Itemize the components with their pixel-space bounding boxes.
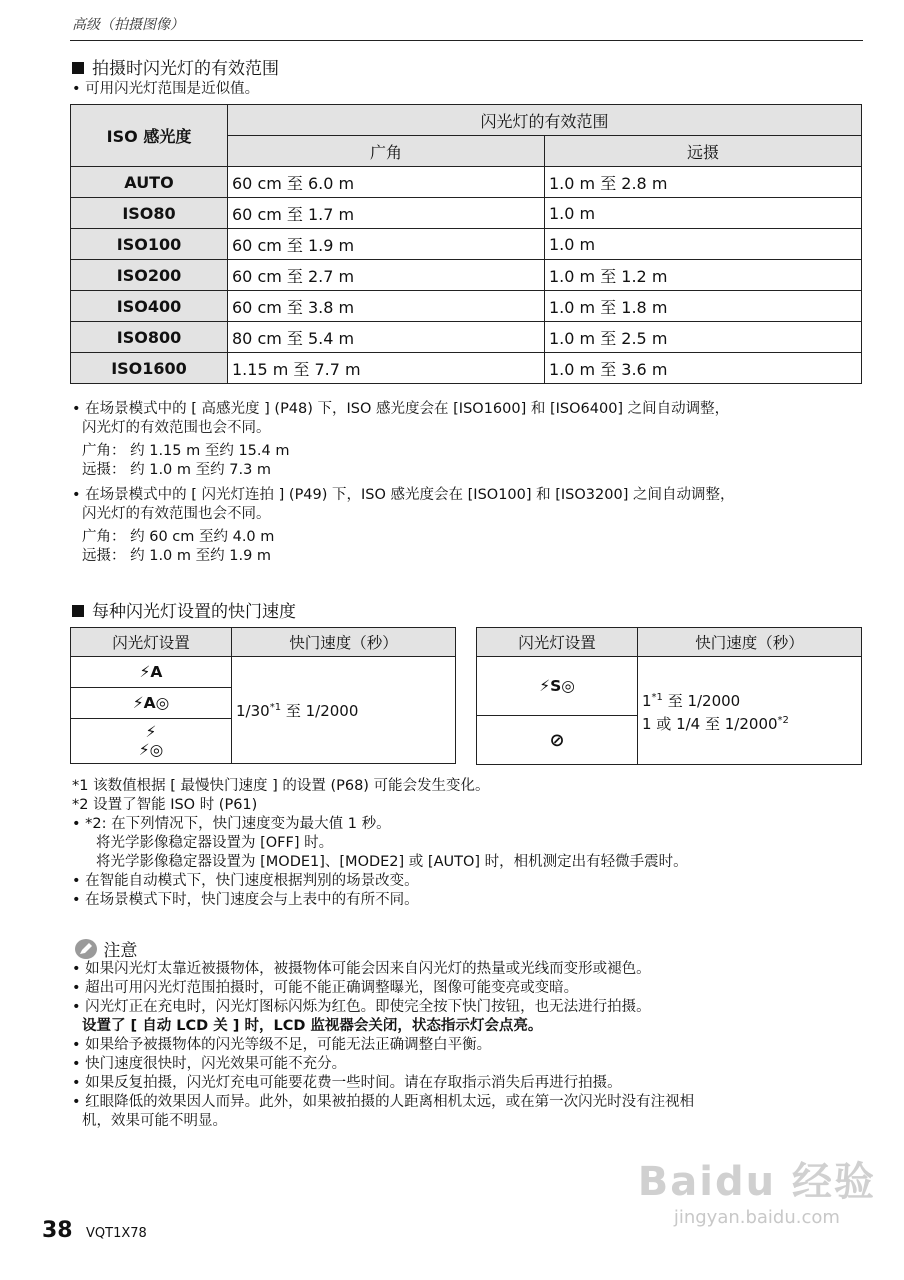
list-item: • 快门速度很快时，闪光效果可能不充分。 [72,1056,347,1072]
list-item: • 如果给予被摄物体的闪光等级不足，可能无法正确调整白平衡。 [72,1037,492,1053]
table-row: ISO200 60 cm 至 2.7 m 1.0 m 至 1.2 m [71,260,862,291]
list-item: • 闪光灯正在充电时，闪光灯图标闪烁为红色。即使完全按下快门按钮，也无法进行拍摄。 [72,999,651,1015]
col-tele: 远摄 [545,136,862,167]
pencil-note-icon [74,938,98,960]
range-bullets: • 在场景模式中的 [ 高感光度 ] (P48) 下，ISO 感光度会在 [ISO1600] 和 [ISO6400] 之间自动调整， 闪光灯的有效范围也会不同。 广角： 约 1.15 m 至约 15.4 m 远摄： 约 1.0 m 至约 7.3 m • 在场景模式中的 [ 闪光灯连拍 ] (P49) 下，ISO 感光度会在 [ISO100] 和 [ISO3200] 之间自动调整， 闪光灯的有效范围也会不同。 广角： 约 60 cm 至约 4.0 m 远摄： 约 1.0 m 至约 1.9 m [72,401,735,564]
right-speed: 1$^{*1}$ 至 1/2000 1 或 1/4 至 1/2000$^{*2}$ [638,657,862,765]
notes-list [72,960,872,1131]
watermark: Baidu 经验 jingyan.baidu.com [637,1159,876,1228]
table-row: ISO1600 1.15 m 至 7.7 m 1.0 m 至 3.6 m [71,353,862,384]
list-item: • 红眼降低的效果因人而异。此外，如果被拍摄的人距离相机太远，或在第一次闪光时没有注视相 [72,1094,695,1110]
flash-slow-redeye-icon: ⚡S◎ [477,657,638,716]
left-speed: 1/30$^{*1}$ 至 1/2000 [232,657,456,764]
square-bullet-icon [72,605,84,617]
range-note: • 可用闪光灯范围是近似值。 [72,81,260,97]
model-code: VQT1X78 [86,1226,147,1241]
notes-heading: 注意 [74,936,137,961]
list-item: • 如果反复拍摄，闪光灯充电可能要花费一些时间。请在存取指示消失后再进行拍摄。 [72,1075,622,1091]
section-title-shutter-speed: 每种闪光灯设置的快门速度 [72,597,296,622]
shutter-table-right: 闪光灯设置 快门速度（秒） ⚡S◎ 1$^{*1}$ 至 1/2000 1 或 1/4 至 1/2000$^{*2}$ ⊘ [476,627,862,765]
section-title-flash-range: 拍摄时闪光灯的有效范围 [72,54,279,79]
table-row: ISO80 60 cm 至 1.7 m 1.0 m [71,198,862,229]
list-item: • 如果闪光灯太靠近被摄物体，被摄物体可能会因来自闪光灯的热量或光线而变形或褪色。 [72,961,651,977]
table-row: ISO800 80 cm 至 5.4 m 1.0 m 至 2.5 m [71,322,862,353]
table-row: ISO100 60 cm 至 1.9 m 1.0 m [71,229,862,260]
flash-range-table [70,104,862,384]
header-rule [70,40,863,41]
shutter-table-left: 闪光灯设置 快门速度（秒） ⚡A 1/30$^{*1}$ 至 1/2000 ⚡A◎ ⚡ ⚡◎ [70,627,456,764]
list-item: 设置了 [ 自动 LCD 关 ] 时，LCD 监视器会关闭，状态指示灯会点亮。 [82,1018,543,1034]
col-wide: 广角 [228,136,545,167]
col-iso: ISO 感光度 [71,105,228,167]
list-item: • 超出可用闪光灯范围拍摄时，可能不能正确调整曝光，图像可能变亮或变暗。 [72,980,579,996]
flash-auto-icon: ⚡A [71,657,232,688]
flash-forced-icons: ⚡ ⚡◎ [71,719,232,764]
flash-auto-redeye-icon: ⚡A◎ [71,688,232,719]
square-bullet-icon [72,62,84,74]
flash-off-icon: ⊘ [477,716,638,765]
table-row: ISO400 60 cm 至 3.8 m 1.0 m 至 1.8 m [71,291,862,322]
page-header: 高级（拍摄图像） [72,17,184,33]
page-number: 38 [42,1218,73,1243]
col-range: 闪光灯的有效范围 [228,105,862,136]
shutter-footnotes: *1 该数值根据 [ 最慢快门速度 ] 的设置 (P68) 可能会发生变化。 *2 设置了智能 ISO 时 (P61) • *2: 在下列情况下，快门速度变为最大值 1 秒。 将光学影像稳定器设置为 [OFF] 时。 将光学影像稳定器设置为 [MODE1]、[MODE2] 或 [AUTO] 时，相机测定出有轻微手震时。 • 在智能自动模式下，快门速度根据判别的场景改变。 • 在场景模式下时，快门速度会与上表中的有所不同。 [72,778,688,908]
table-row: AUTO 60 cm 至 6.0 m 1.0 m 至 2.8 m [71,167,862,198]
list-item: 机，效果可能不明显。 [82,1113,227,1129]
